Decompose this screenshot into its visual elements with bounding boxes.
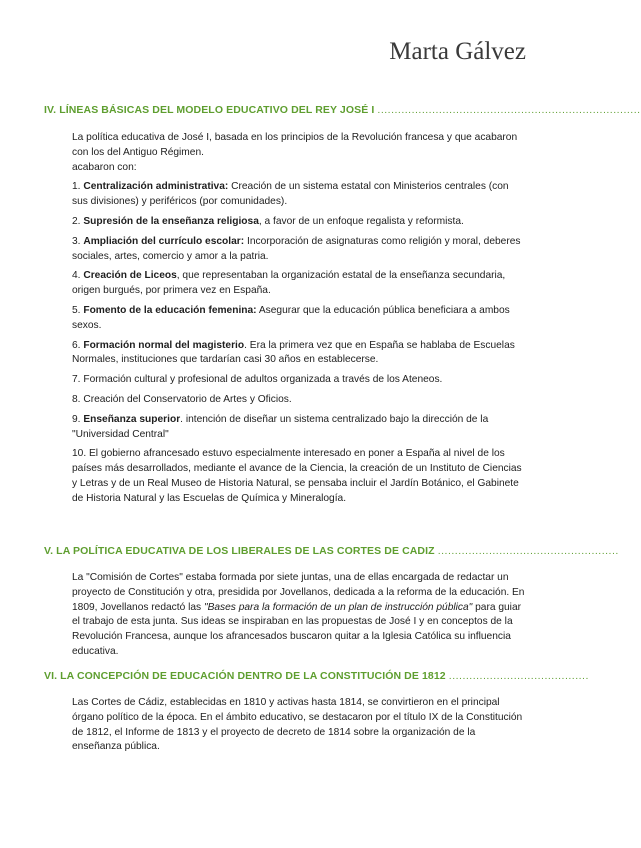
author-name: Marta Gálvez	[389, 38, 526, 65]
section-heading-text: VI. LA CONCEPCIÓN DE EDUCACIÓN DENTRO DE LA CONSTITUCIÓN DE 1812	[44, 670, 446, 682]
list-item	[72, 180, 526, 210]
item-text: , a favor de un enfoque regalista y reformista.	[258, 215, 464, 227]
list-item	[72, 447, 526, 506]
list-item	[72, 269, 526, 299]
list-item	[72, 413, 526, 443]
body-text: para guiar el trabajo de esta junta. Sus ideas se inspiraban en las propuestas de José I y en conceptos de la Revolución Francesa, aunque los afrancesados buscaron quitar a la Iglesia Católica su influencia educativa.	[72, 601, 521, 657]
section-heading-text: IV. LÍNEAS BÁSICAS DEL MODELO EDUCATIVO DEL REY JOSÉ I	[44, 104, 375, 116]
list-item	[72, 235, 526, 265]
item-number: 2.	[72, 215, 81, 227]
item-text: Creación de un sistema estatal con Ministerios centrales (con sus divisiones) y periféricos (por comunidades).	[72, 181, 509, 208]
item-number: 4.	[72, 270, 81, 282]
item-title: Formación normal del magisterio	[83, 339, 245, 351]
intro-paragraph: La política educativa de José I, basada en los principios de la Revolución francesa y que acabaron con los del Antiguo Régimen.	[72, 132, 518, 158]
item-number: 1.	[72, 181, 81, 193]
list-item	[72, 215, 526, 230]
section-iv-body	[72, 131, 526, 507]
item-number: 7.	[72, 374, 81, 386]
document-title-italic: "Bases para la formación de un plan de instrucción pública"	[203, 601, 473, 613]
intro-continuation: acabaron con:	[72, 161, 137, 173]
item-title: Ampliación del currículo escolar:	[83, 235, 245, 247]
list-item	[72, 373, 526, 388]
list-item	[72, 304, 526, 334]
item-text: . Era la primera vez que en España se hablaba de Escuelas Normales, instituciones que tardarían casi 30 años en establecerse.	[72, 339, 515, 366]
body-paragraph: Las Cortes de Cádiz, establecidas en 1810 y activas hasta 1814, se convirtieron en el principal órgano político de la época. En el ámbito educativo, se destacaron por el título IX de la Constitución de 1812, el Informe de 1813 y el proyecto de decreto de 1814 sobre la organización de la enseñanza pública.	[72, 697, 523, 753]
body-text: La "Comisión de Cortes" estaba formada por siete juntas, una de ellas encargada de redactar un proyecto de Constitución y otra, presidida por Jovellanos, dedicada a la reforma de la educación. En 1809, Jovellanos redactó las	[72, 572, 525, 613]
item-text: Incorporación de asignaturas como religión y moral, deberes sociales, artes, comercio y amor a la patria.	[72, 235, 521, 262]
section-v-body	[72, 571, 526, 660]
item-number: 9.	[72, 413, 81, 425]
item-number: 5.	[72, 304, 81, 316]
heading-leader-dots: .....................................................	[437, 545, 619, 557]
section-heading-iv	[44, 104, 641, 116]
item-number: 6.	[72, 339, 81, 351]
section-vi-body	[72, 696, 526, 755]
item-title: Enseñanza superior	[83, 413, 181, 425]
item-number: 3.	[72, 235, 81, 247]
item-number: 10.	[72, 448, 87, 460]
item-text: Asegurar que la educación pública beneficiara a ambos sexos.	[72, 304, 510, 331]
section-heading-v	[44, 545, 619, 557]
section-heading-text: V. LA POLÍTICA EDUCATIVA DE LOS LIBERALES DE LAS CORTES DE CADIZ	[44, 545, 435, 557]
item-title: Creación de Liceos	[83, 270, 177, 282]
list-item	[72, 339, 526, 369]
item-text: . intención de diseñar un sistema centralizado bajo la dirección de la "Universidad Central"	[72, 413, 489, 440]
heading-leader-dots: .............................................................................	[377, 104, 641, 116]
item-title: Centralización administrativa:	[83, 181, 229, 193]
item-text: , que representaban la organización estatal de la enseñanza secundaria, origen burgués, por primera vez en España.	[72, 270, 506, 297]
item-title: Supresión de la enseñanza religiosa	[83, 215, 259, 227]
section-heading-vi	[44, 670, 589, 682]
list-item	[72, 393, 526, 408]
item-title: Fomento de la educación femenina:	[83, 304, 257, 316]
body-paragraph	[72, 571, 526, 660]
item-text: Formación cultural y profesional de adultos organizada a través de los Ateneos.	[83, 374, 443, 386]
heading-leader-dots: .........................................	[448, 670, 589, 682]
item-number: 8.	[72, 393, 81, 405]
item-text: El gobierno afrancesado estuvo especialmente interesado en poner a España al nivel de los países más desarrollados, mediante el avance de la Ciencia, la creación de un Instituto de Ciencias y Letras y de un Real Museo de Historia Natural, se pensaba incluir el Jardín Botánico, el Gabinete de Historia Natural y las Escuelas de Química y Mineralogía.	[72, 448, 522, 504]
item-text: Creación del Conservatorio de Artes y Oficios.	[83, 393, 292, 405]
